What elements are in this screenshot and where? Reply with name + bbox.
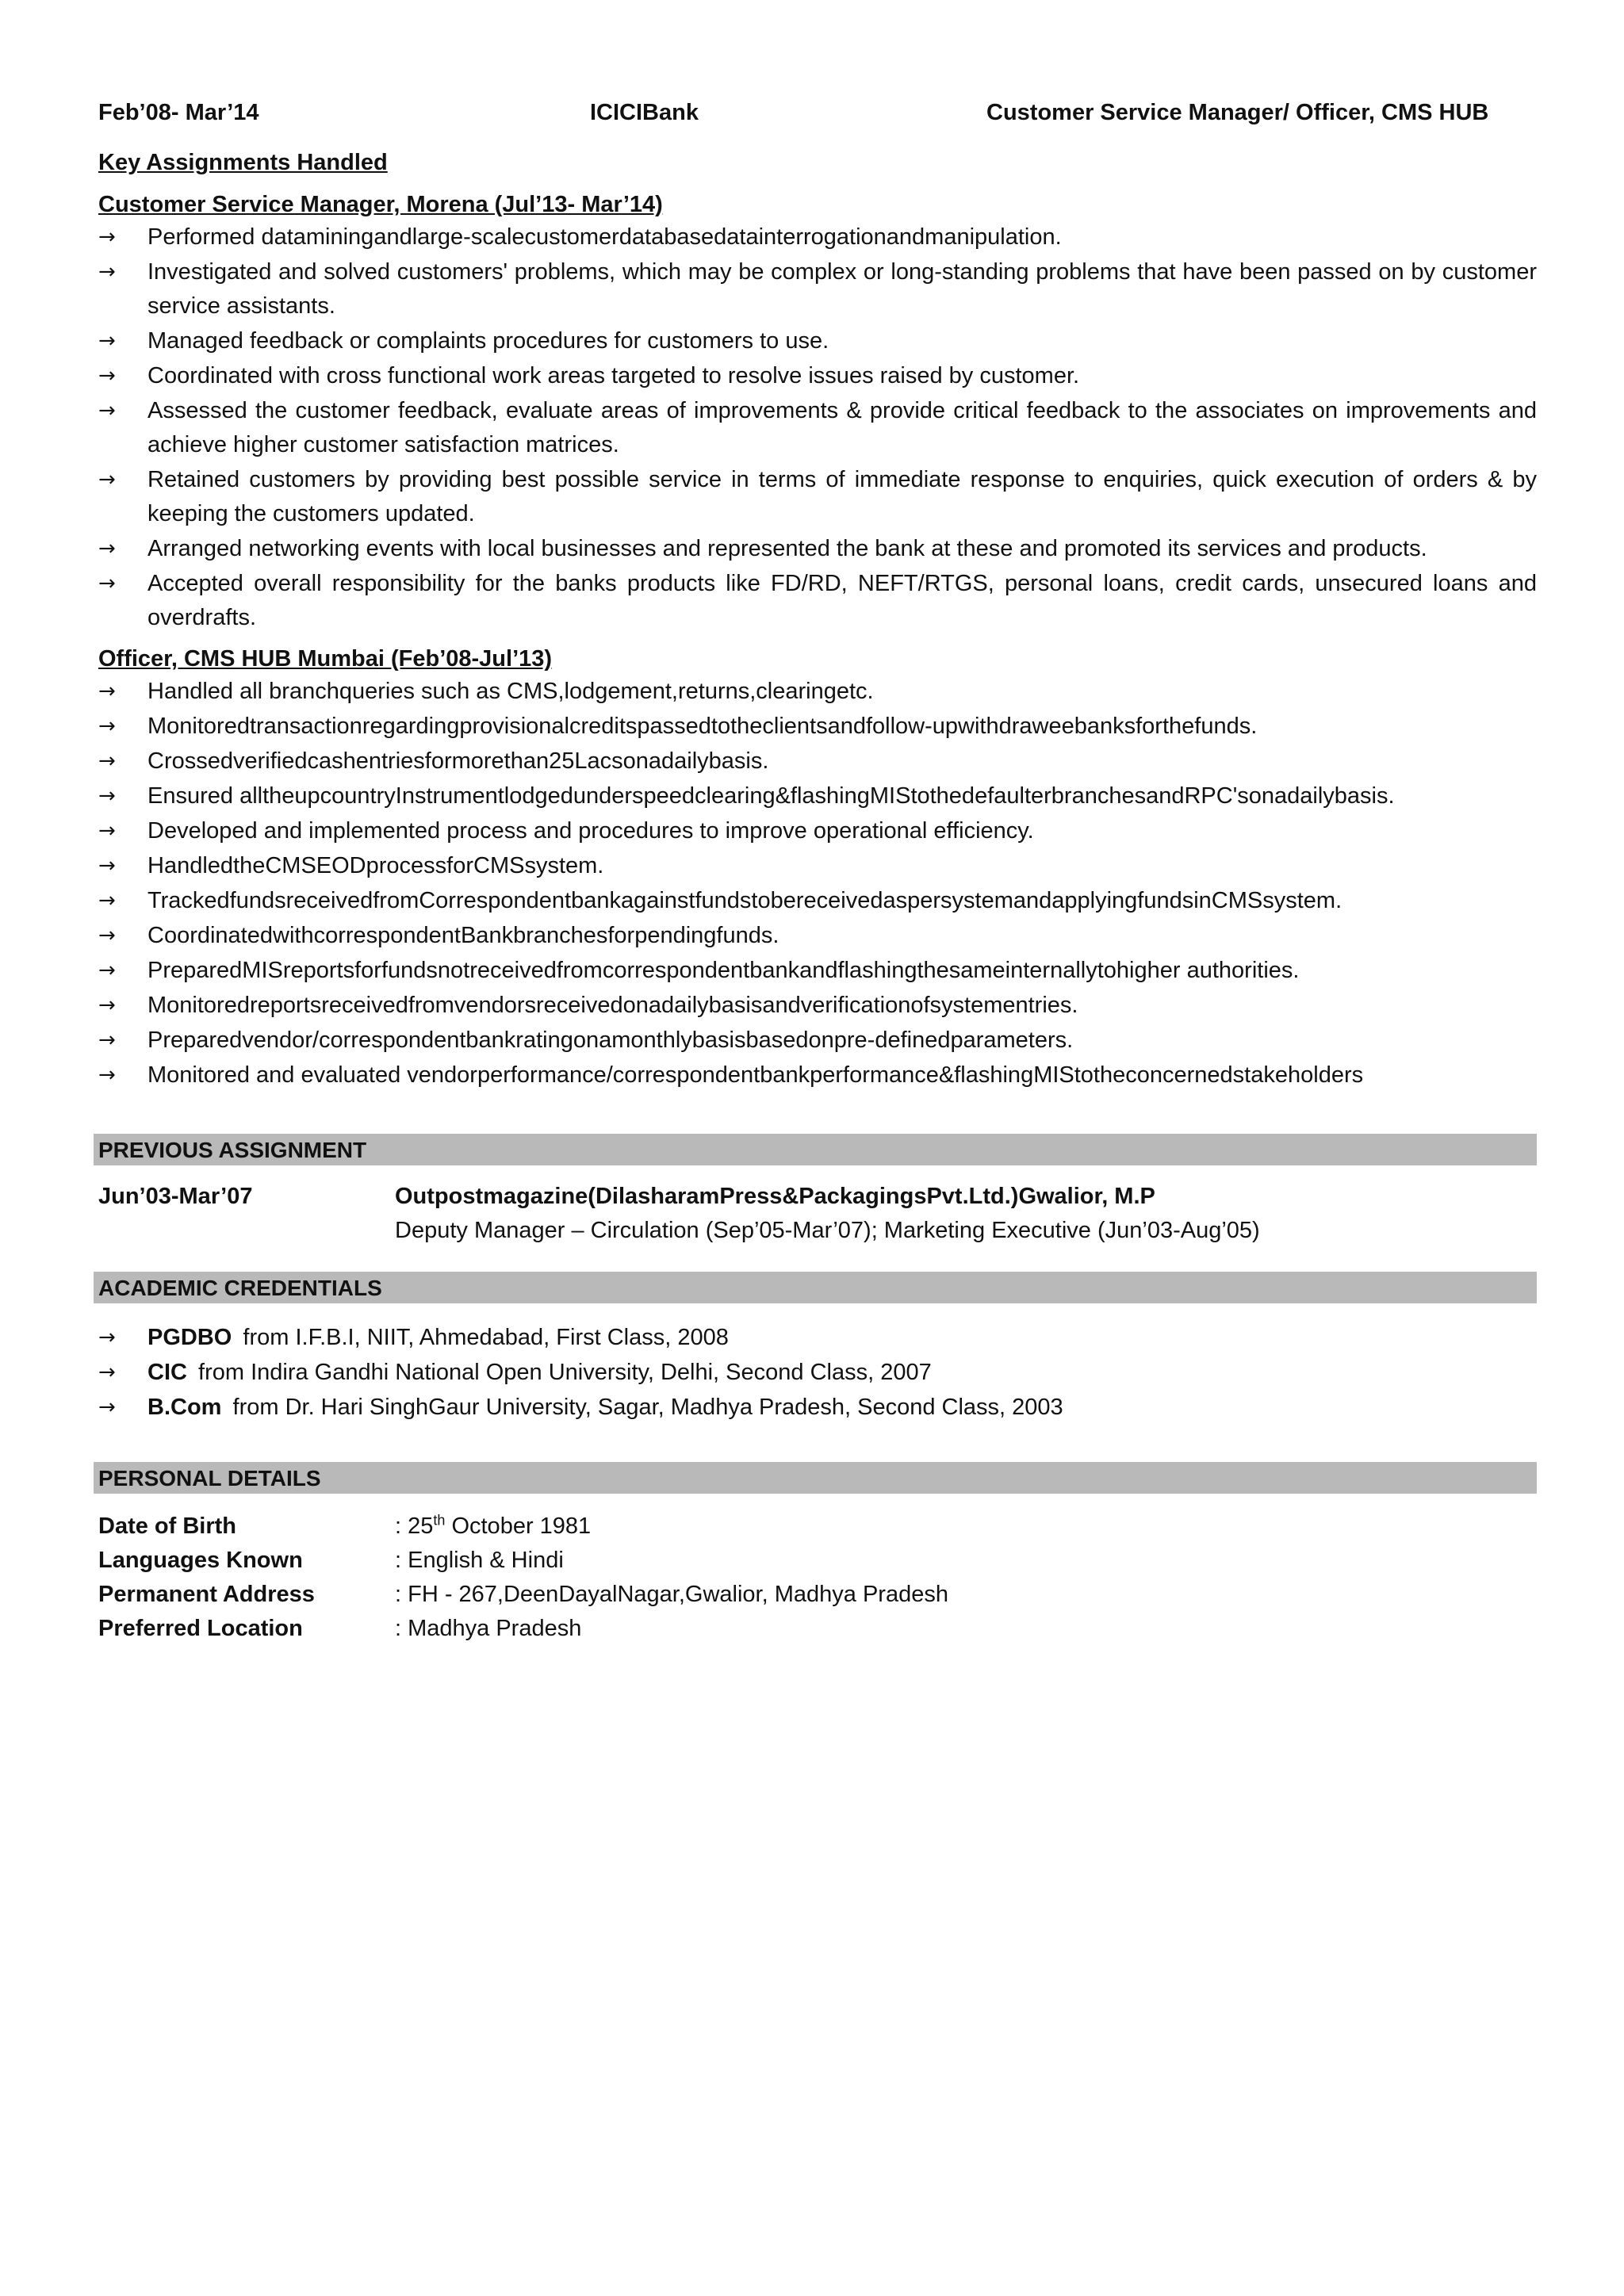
list-item: → Handled all branchqueries such as CMS,lodgement,returns,clearingetc. <box>98 675 1537 709</box>
list-item: → Investigated and solved customers' problems, which may be complex or long-standing problems that have been passed on by customer service assistants. <box>98 255 1537 323</box>
list-item: → Ensured alltheupcountryInstrumentlodgedunderspeedclearing&flashingMIStothedefaulterbranchesandRPC'sonadailybasis. <box>98 779 1537 813</box>
previous-detail <box>395 1180 1260 1248</box>
list-item: → HandledtheCMSEODprocessforCMSsystem. <box>98 849 1537 883</box>
arrow-icon: → <box>98 468 116 492</box>
arrow-icon: → <box>98 572 116 595</box>
arrow-icon: → <box>98 1395 116 1419</box>
bullet-list <box>98 220 1537 635</box>
role-title: Customer Service Manager, Morena (Jul’13- Mar’14) <box>98 192 663 217</box>
list-item: → Retained customers by providing best possible service in terms of immediate response to enquiries, quick execution of orders & by keeping the customers updated. <box>98 463 1537 531</box>
arrow-icon: → <box>98 749 116 773</box>
arrow-icon: → <box>98 1063 116 1087</box>
key-assignments-title: Key Assignments Handled <box>98 150 388 175</box>
arrow-icon: → <box>98 784 116 808</box>
arrow-icon: → <box>98 714 116 738</box>
arrow-icon: → <box>98 329 116 353</box>
address-value: : FH - 267,DeenDayalNagar,Gwalior, Madhya Pradesh <box>395 1582 948 1607</box>
list-item: → TrackedfundsreceivedfromCorrespondentbankagainstfundstobereceivedaspersystemandapplyingfundsinCMSsystem. <box>98 884 1537 918</box>
job-company: ICICIBank <box>590 100 699 125</box>
dob-row <box>98 1510 1537 1544</box>
list-item: → PreparedMISreportsforfundsnotreceivedfromcorrespondentbankandflashingthesameinternallytohigher authorities. <box>98 954 1537 988</box>
arrow-icon: → <box>98 924 116 947</box>
role-title: Officer, CMS HUB Mumbai (Feb’08-Jul’13) <box>98 646 553 672</box>
arrow-icon: → <box>98 225 116 249</box>
degree-name: PGDBO <box>147 1325 232 1350</box>
arrow-icon: → <box>98 364 116 388</box>
address-row <box>98 1578 1537 1612</box>
arrow-icon: → <box>98 819 116 843</box>
list-item: → Monitoredreportsreceivedfromvendorsreceivedonadailybasisandverificationofsystementries. <box>98 989 1537 1023</box>
list-item: → Monitoredtransactionregardingprovisionalcreditspassedtotheclientsandfollow-upwithdraweebanksforthefunds. <box>98 710 1537 744</box>
arrow-icon: → <box>98 399 116 423</box>
academic-heading: ACADEMIC CREDENTIALS <box>94 1272 1537 1303</box>
list-item: → CIC from Indira Gandhi National Open University, Delhi, Second Class, 2007 <box>98 1356 1537 1390</box>
location-value: : Madhya Pradesh <box>395 1616 582 1641</box>
role-block-csm <box>98 189 1537 635</box>
list-item: → Coordinated with cross functional work areas targeted to resolve issues raised by customer. <box>98 359 1537 393</box>
list-item: → CoordinatedwithcorrespondentBankbranchesforpendingfunds. <box>98 919 1537 953</box>
location-label: Preferred Location <box>98 1616 303 1641</box>
list-item: → Accepted overall responsibility for the banks products like FD/RD, NEFT/RTGS, personal loans, credit cards, unsecured loans and overdrafts. <box>98 567 1537 635</box>
address-label: Permanent Address <box>98 1582 315 1607</box>
previous-roles: Deputy Manager – Circulation (Sep’05-Mar’07); Marketing Executive (Jun’03-Aug’05) <box>395 1218 1260 1243</box>
list-item: → Arranged networking events with local businesses and represented the bank at these and promoted its services and products. <box>98 532 1537 566</box>
previous-period: Jun’03-Mar’07 <box>98 1184 253 1209</box>
list-item: → Crossedverifiedcashentriesformorethan25Lacsonadailybasis. <box>98 744 1537 779</box>
arrow-icon: → <box>98 993 116 1017</box>
arrow-icon: → <box>98 1028 116 1052</box>
languages-value: : English & Hindi <box>395 1548 564 1573</box>
arrow-icon: → <box>98 679 116 703</box>
list-item: → Preparedvendor/correspondentbankratingonamonthlybasisbasedonpre-definedparameters. <box>98 1024 1537 1058</box>
academic-list <box>98 1321 1537 1425</box>
previous-assignment-row <box>98 1180 1537 1248</box>
list-item: → Managed feedback or complaints procedures for customers to use. <box>98 324 1537 358</box>
list-item: → PGDBO from I.F.B.I, NIIT, Ahmedabad, First Class, 2008 <box>98 1321 1537 1355</box>
arrow-icon: → <box>98 889 116 913</box>
previous-assignment-heading: PREVIOUS ASSIGNMENT <box>94 1134 1537 1165</box>
bullet-list <box>98 675 1537 1093</box>
arrow-icon: → <box>98 537 116 561</box>
arrow-icon: → <box>98 1326 116 1349</box>
degree-name: CIC <box>147 1360 187 1385</box>
degree-name: B.Com <box>147 1395 222 1420</box>
list-item: → Monitored and evaluated vendorperformance/correspondentbankperformance&flashingMIStotheconcernedstakeholders <box>98 1058 1537 1093</box>
arrow-icon: → <box>98 959 116 982</box>
languages-row <box>98 1544 1537 1578</box>
list-item: → Assessed the customer feedback, evaluate areas of improvements & provide critical feedback to the associates on improvements and achieve higher customer satisfaction matrices. <box>98 394 1537 462</box>
role-block-officer <box>98 643 1537 1093</box>
location-row <box>98 1612 1537 1646</box>
languages-label: Languages Known <box>98 1548 303 1573</box>
list-item: → Developed and implemented process and procedures to improve operational efficiency. <box>98 814 1537 848</box>
previous-company: Outpostmagazine(DilasharamPress&PackagingsPvt.Ltd.)Gwalior, M.P <box>395 1184 1155 1209</box>
job-header <box>98 100 1537 136</box>
job-role: Customer Service Manager/ Officer, CMS HUB <box>986 100 1489 125</box>
list-item: → B.Com from Dr. Hari SinghGaur University, Sagar, Madhya Pradesh, Second Class, 2003 <box>98 1391 1537 1425</box>
arrow-icon: → <box>98 260 116 284</box>
academic-section <box>98 1272 1537 1425</box>
list-item: → Performed dataminingandlarge-scalecustomerdatabasedatainterrogationandmanipulation. <box>98 220 1537 254</box>
job-period: Feb’08- Mar’14 <box>98 100 259 125</box>
personal-details-heading: PERSONAL DETAILS <box>94 1462 1537 1494</box>
dob-label: Date of Birth <box>98 1513 236 1539</box>
arrow-icon: → <box>98 854 116 878</box>
arrow-icon: → <box>98 1360 116 1384</box>
personal-details-table <box>98 1510 1537 1646</box>
dob-value: : 25th October 1981 <box>395 1512 592 1539</box>
